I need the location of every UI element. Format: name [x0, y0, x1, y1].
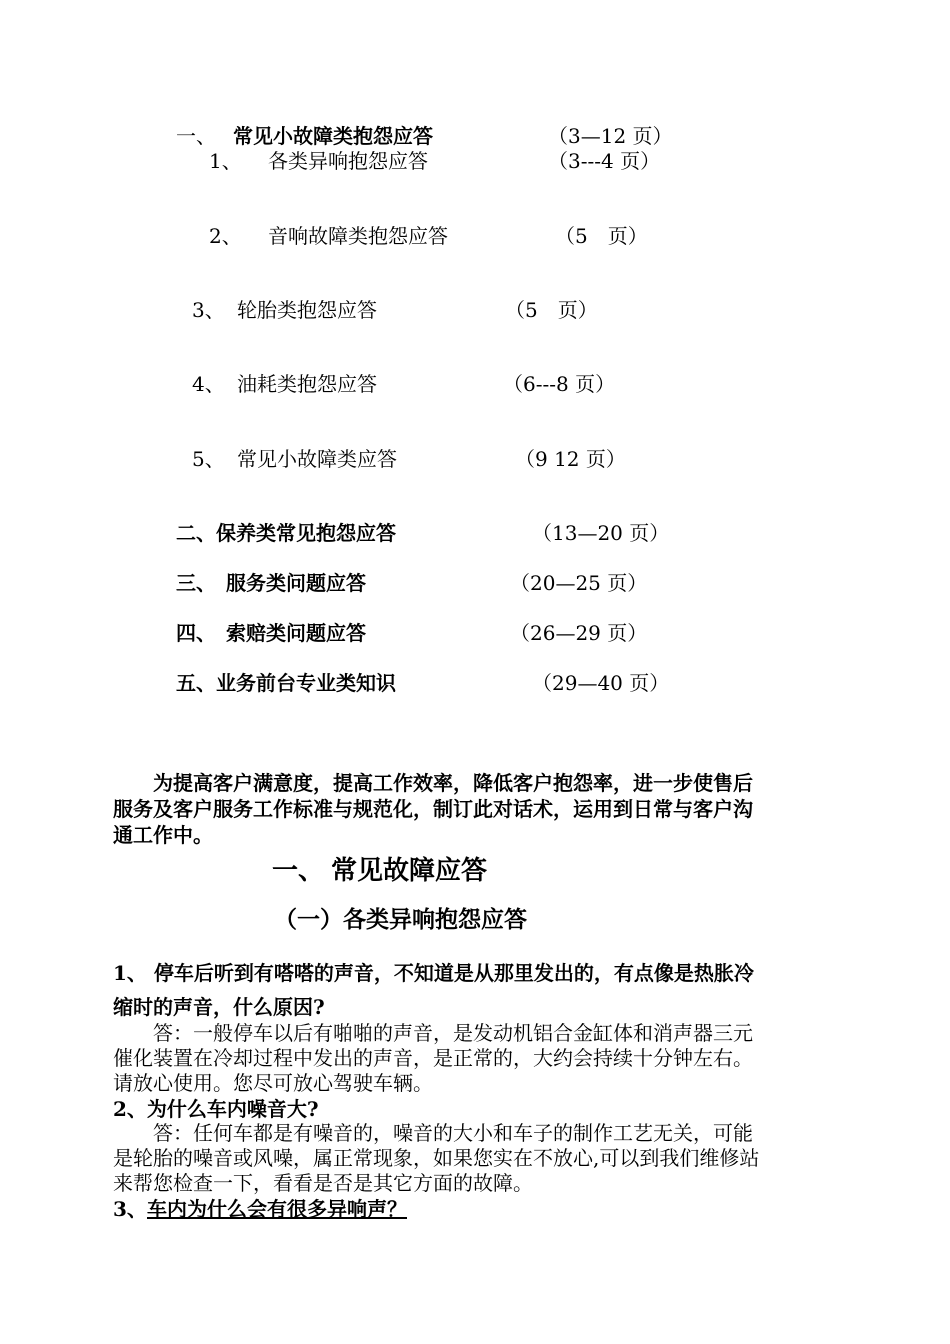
- toc-sec5-title: 五、业务前台专业类知识: [176, 671, 396, 695]
- toc-sub3-title: 轮胎类抱怨应答: [237, 298, 377, 322]
- toc-sub4-number: 4、: [192, 372, 225, 396]
- question-3-number: 3、: [113, 1197, 147, 1221]
- toc-sub2-number: 2、: [209, 224, 242, 248]
- answer-1-line: 答：一般停车以后有啪啪的声音，是发动机铝合金缸体和消声器三元: [113, 1021, 753, 1045]
- answer-1-line: 请放心使用。您尽可放心驾驶车辆。: [113, 1071, 433, 1095]
- toc-sub4-pages: （6---8 页）: [503, 372, 616, 396]
- toc-sub5-title: 常见小故障类应答: [237, 447, 397, 471]
- intro-line: 为提高客户满意度，提高工作效率，降低客户抱怨率，进一步使售后: [113, 771, 753, 795]
- toc-sub2-title: 音响故障类抱怨应答: [268, 224, 448, 248]
- section-heading-title: 常见故障应答: [331, 856, 488, 886]
- intro-line: 通工作中。: [113, 823, 213, 847]
- toc-sub5-pages: （9 12 页）: [515, 447, 626, 471]
- toc-sub1-number: 1、: [209, 149, 242, 173]
- toc-sec4-number: 四、: [176, 621, 216, 645]
- toc-sec2-title: 二、保养类常见抱怨应答: [176, 521, 396, 545]
- answer-2-line: 来帮您检查一下，看看是否是其它方面的故障。: [113, 1171, 533, 1195]
- question-3-text: 车内为什么会有很多异响声？: [147, 1197, 407, 1221]
- toc-sub1-pages: （3---4 页）: [548, 149, 661, 173]
- toc-sub2-pages: （5 页）: [555, 224, 648, 248]
- intro-line: 服务及客户服务工作标准与规范化，制订此对话术，运用到日常与客户沟: [113, 797, 753, 821]
- toc-sec2-pages: （13—20 页）: [532, 521, 670, 545]
- toc-sec1-number: 一、: [176, 124, 216, 148]
- toc-sec4-pages: （26—29 页）: [510, 621, 648, 645]
- toc-sec4-title: 索赔类问题应答: [226, 621, 366, 645]
- answer-1-line: 催化装置在冷却过程中发出的声音，是正常的，大约会持续十分钟左右。: [113, 1046, 753, 1070]
- toc-sec1-pages: （3—12 页）: [548, 124, 673, 148]
- toc-sub3-pages: （5 页）: [505, 298, 598, 322]
- answer-2-line: 答：任何车都是有噪音的，噪音的大小和车子的制作工艺无关，可能: [113, 1121, 753, 1145]
- toc-sub5-number: 5、: [192, 447, 225, 471]
- toc-sec5-pages: （29—40 页）: [532, 671, 670, 695]
- section-heading-number: 一、: [272, 856, 325, 886]
- toc-sec3-pages: （20—25 页）: [510, 571, 648, 595]
- toc-sub4-title: 油耗类抱怨应答: [237, 372, 377, 396]
- toc-sub1-title: 各类异响抱怨应答: [268, 149, 428, 173]
- subsection-heading: （一）各类异响抱怨应答: [274, 906, 527, 933]
- question-1-line: 缩时的声音，什么原因?: [113, 995, 325, 1019]
- answer-2-line: 是轮胎的噪音或风噪，属正常现象，如果您实在不放心,可以到我们维修站: [113, 1146, 760, 1170]
- question-2: 2、为什么车内噪音大?: [113, 1097, 319, 1121]
- toc-sec3-number: 三、: [176, 571, 216, 595]
- toc-sub3-number: 3、: [192, 298, 225, 322]
- question-1-line: 1、 停车后听到有嗒嗒的声音，不知道是从那里发出的，有点像是热胀冷: [113, 961, 754, 985]
- toc-sec3-title: 服务类问题应答: [226, 571, 366, 595]
- intro-paragraph: [113, 770, 837, 848]
- toc-sec1-title: 常见小故障类抱怨应答: [233, 124, 433, 148]
